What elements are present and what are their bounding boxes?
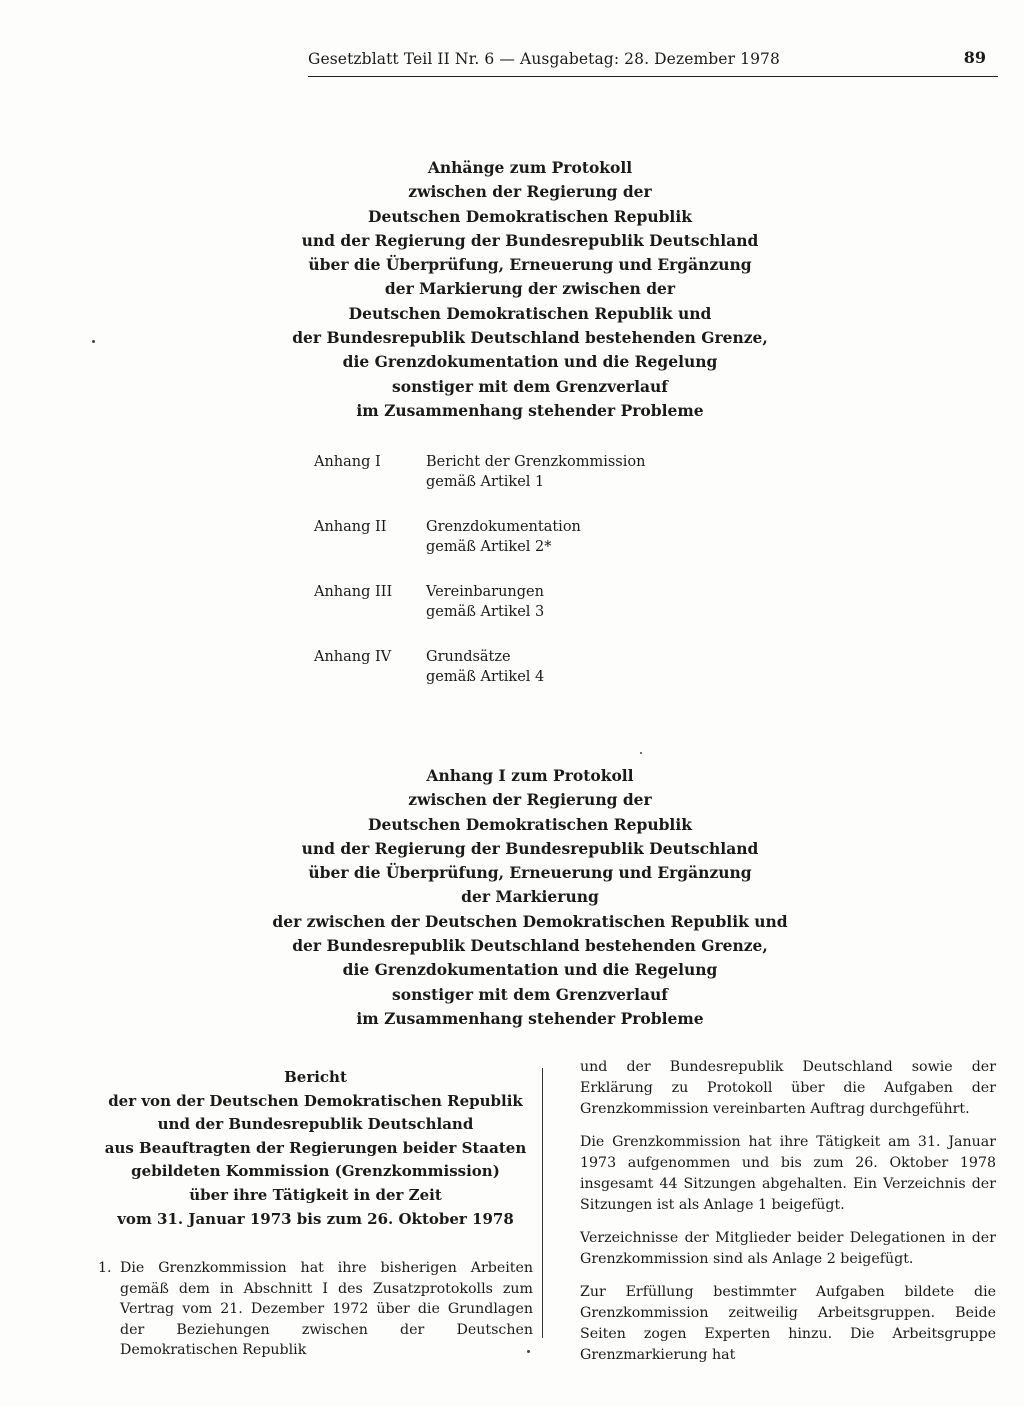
heading-line: Deutschen Demokratischen Republik — [368, 206, 692, 226]
annex-desc-line: Bericht der Grenzkommission — [426, 454, 646, 470]
page-number: 89 — [963, 48, 986, 67]
body-paragraph: und der Bundesrepublik Deutschland sowie der Erklärung zu Protokoll über die Aufgaben der Grenzkommission vereinbarten Auftrag durchgeführt. — [580, 1059, 996, 1117]
heading-line: sonstiger mit dem Grenzverlauf — [392, 376, 668, 396]
heading-line: über die Überprüfung, Erneuerung und Ergänzung — [308, 863, 752, 883]
heading-line: zwischen der Regierung der — [408, 790, 652, 810]
annex-desc-line: Vereinbarungen — [426, 584, 544, 600]
annex-list — [314, 452, 714, 712]
report-title — [98, 1066, 533, 1231]
annex-desc-line: gemäß Artikel 3 — [426, 604, 545, 620]
heading-line: Anhänge zum Protokoll — [427, 158, 633, 177]
annex-row — [314, 452, 714, 492]
heading-line: sonstiger mit dem Grenzverlauf — [392, 984, 668, 1004]
report-title-line: über ihre Tätigkeit in der Zeit — [189, 1185, 442, 1204]
body-paragraph: Die Grenzkommission hat ihre Tätigkeit am 31. Januar 1973 aufgenommen und bis zum 26. Oktober 1978 insgesamt 44 Sitzungen abgehalten. Ein Verzeichnis der Sitzungen ist als Anlage 1 beigefügt. — [580, 1134, 996, 1213]
heading-line: und der Regierung der Bundesrepublik Deutschland — [301, 230, 759, 250]
heading-line: die Grenzdokumentation und die Regelung — [342, 960, 718, 980]
heading-line: im Zusammenhang stehender Probleme — [356, 400, 704, 420]
annex-label: Anhang IV — [314, 649, 392, 665]
annex-row — [314, 517, 714, 557]
heading-line: und der Regierung der Bundesrepublik Deutschland — [301, 838, 759, 858]
page-header — [308, 48, 998, 77]
scan-speck — [92, 340, 95, 343]
right-column — [580, 1057, 996, 1378]
annex-label: Anhang III — [314, 584, 393, 600]
annex-desc-line: gemäß Artikel 1 — [426, 474, 545, 490]
annex-desc-line: gemäß Artikel 2* — [426, 539, 552, 555]
heading-line: Deutschen Demokratischen Republik — [368, 814, 692, 834]
scan-speck — [527, 1350, 530, 1353]
report-title-line: Bericht — [284, 1068, 347, 1086]
annex-i-heading — [200, 764, 860, 1031]
column-divider — [542, 1068, 543, 1338]
heading-line: über die Überprüfung, Erneuerung und Ergänzung — [308, 255, 752, 275]
report-title-line: aus Beauftragten der Regierungen beider Staaten — [104, 1138, 527, 1157]
numbered-paragraph — [98, 1258, 533, 1361]
heading-line: der Markierung der zwischen der — [384, 279, 676, 299]
body-paragraph: Zur Erfüllung bestimmter Aufgaben bildete die Grenzkommission zeitweilig Arbeitsgruppen. Beide Seiten zogen Experten hinzu. Die Arbeitsgruppe Grenzmarkierung hat — [580, 1284, 996, 1363]
heading-line: die Grenzdokumentation und die Regelung — [342, 352, 718, 372]
header-title: Gesetzblatt Teil II Nr. 6 — Ausgabetag: 28. Dezember 1978 — [308, 50, 780, 68]
heading-line: der Bundesrepublik Deutschland bestehenden Grenze, — [292, 936, 768, 956]
annex-desc-line: Grenzdokumentation — [426, 519, 581, 535]
annex-row — [314, 582, 714, 622]
annex-desc-line: Grundsätze — [426, 649, 511, 665]
annex-description — [426, 452, 645, 492]
heading-line: Deutschen Demokratischen Republik und — [348, 303, 712, 323]
paragraph-text: Die Grenzkommission hat ihre bisherigen Arbeiten gemäß dem in Abschnitt I des Zusatzprotokolls zum Vertrag vom 21. Dezember 1972 über die Grundlagen der Beziehungen zwischen der Deutschen Demokratischen Republik — [120, 1260, 533, 1358]
heading-line: im Zusammenhang stehender Probleme — [356, 1008, 704, 1028]
heading-line: Anhang I zum Protokoll — [426, 766, 634, 785]
paragraph-number: 1. — [98, 1260, 112, 1276]
report-title-line: vom 31. Januar 1973 bis zum 26. Oktober 1978 — [117, 1209, 514, 1228]
heading-line: der Markierung — [461, 887, 599, 907]
heading-line: zwischen der Regierung der — [408, 182, 652, 202]
annex-row — [314, 647, 714, 687]
heading-line: der zwischen der Deutschen Demokratischen Republik und — [272, 911, 788, 931]
annex-description — [426, 647, 544, 687]
body-paragraph: Verzeichnisse der Mitglieder beider Delegationen in der Grenzkommission sind als Anlage 2 beigefügt. — [580, 1230, 996, 1267]
annex-desc-line: gemäß Artikel 4 — [426, 669, 545, 685]
annex-label: Anhang II — [314, 519, 387, 535]
annex-description — [426, 582, 544, 622]
heading-line: der Bundesrepublik Deutschland bestehenden Grenze, — [292, 328, 768, 348]
report-title-line: der von der Deutschen Demokratischen Republik — [108, 1091, 523, 1110]
annex-label: Anhang I — [314, 454, 381, 470]
annexes-heading — [200, 156, 860, 423]
annex-description — [426, 517, 581, 557]
report-title-line: gebildeten Kommission (Grenzkommission) — [131, 1162, 500, 1181]
scan-speck — [640, 752, 642, 754]
report-title-line: und der Bundesrepublik Deutschland — [157, 1115, 474, 1134]
